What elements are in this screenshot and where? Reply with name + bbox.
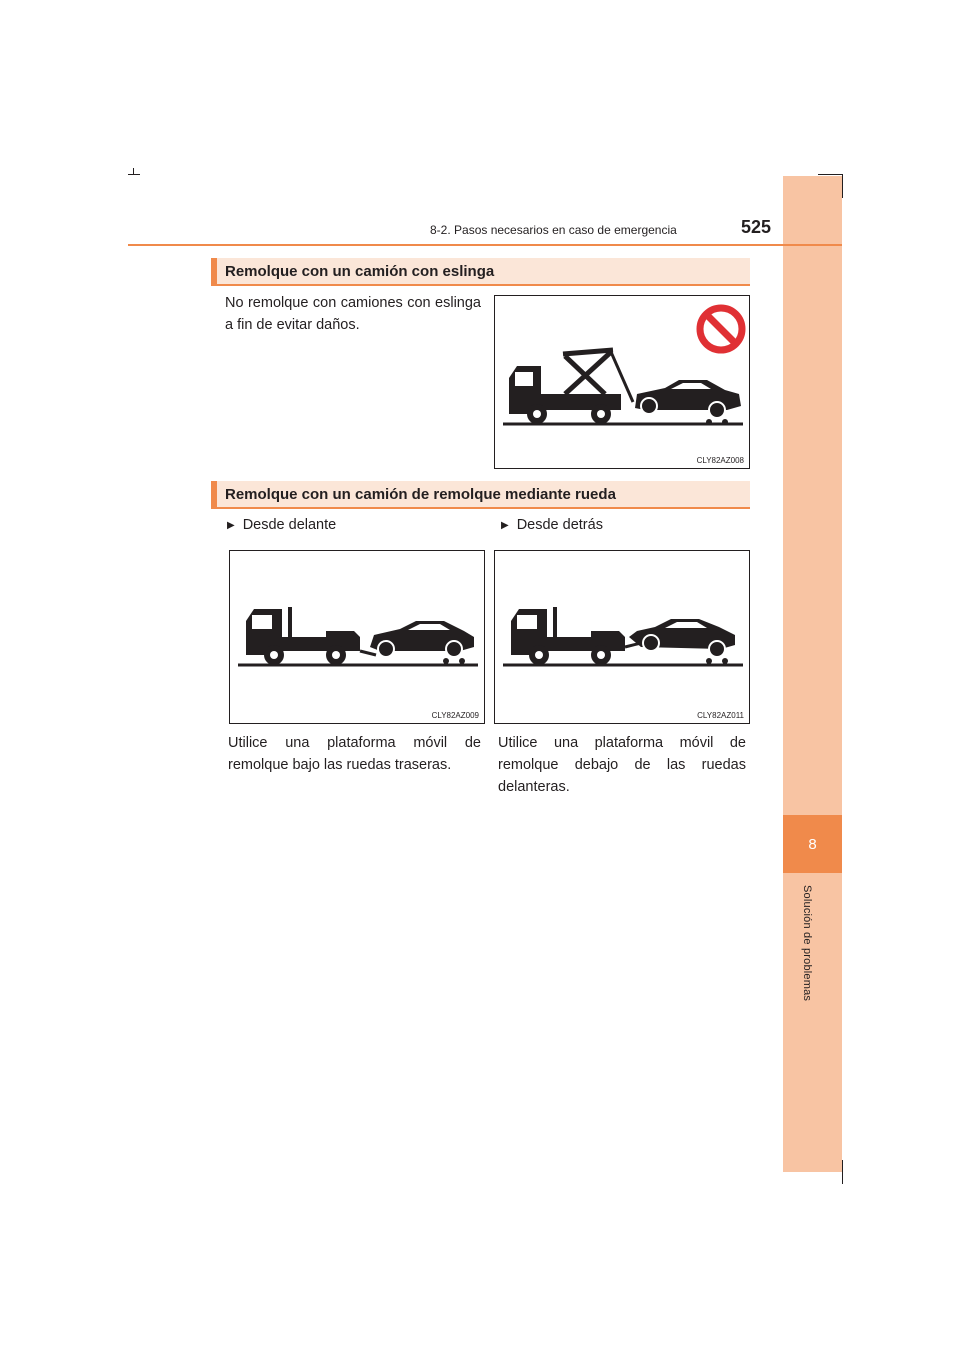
crop-mark	[842, 1160, 843, 1184]
chapter-label: Solución de problemas	[801, 885, 813, 1002]
chapter-number-box	[783, 815, 842, 873]
triangle-bullet-icon: ▶	[501, 520, 509, 531]
figure-code: CLY82AZ008	[696, 456, 744, 465]
sling-truck-illustration	[495, 296, 749, 468]
running-header-title: 8-2. Pasos necesarios en caso de emergencia	[430, 223, 677, 237]
section-heading-wheel-lift	[211, 481, 750, 509]
subheading-rear	[501, 517, 603, 533]
crop-mark	[818, 174, 842, 175]
crop-mark	[842, 174, 843, 198]
subheading-front	[227, 517, 336, 533]
sling-body-text: No remolque con camiones con eslinga a fin de evitar daños.	[225, 295, 481, 333]
subheading-text: Desde delante	[242, 517, 337, 533]
section-heading-sling	[211, 258, 750, 286]
rear-tow-figure	[494, 550, 750, 724]
rear-tow-illustration	[495, 551, 749, 723]
subheading-text: Desde detrás	[516, 517, 603, 533]
crop-mark	[128, 174, 140, 175]
rear-caption: Utilice una plataforma móvil de remolque debajo de las ruedas delanteras.	[498, 735, 746, 795]
figure-code: CLY82AZ009	[431, 711, 479, 720]
triangle-bullet-icon: ▶	[227, 520, 235, 531]
prohibition-icon	[700, 308, 742, 350]
chapter-side-tab	[783, 176, 842, 1172]
front-caption: Utilice una plataforma móvil de remolque bajo las ruedas traseras.	[228, 735, 481, 773]
figure-code: CLY82AZ011	[697, 711, 744, 720]
crop-mark	[133, 168, 134, 175]
page-number: 525	[741, 217, 772, 237]
sling-truck-figure	[494, 295, 750, 469]
front-tow-figure	[229, 550, 485, 724]
chapter-number: 8	[808, 835, 817, 853]
heading-accent-bar	[211, 481, 217, 507]
header-rule	[128, 244, 842, 246]
heading-accent-bar	[211, 258, 217, 284]
section-heading-text: Remolque con un camión de remolque mediante rueda	[225, 486, 616, 503]
front-tow-illustration	[230, 551, 484, 723]
section-heading-text: Remolque con un camión con eslinga	[225, 263, 495, 280]
